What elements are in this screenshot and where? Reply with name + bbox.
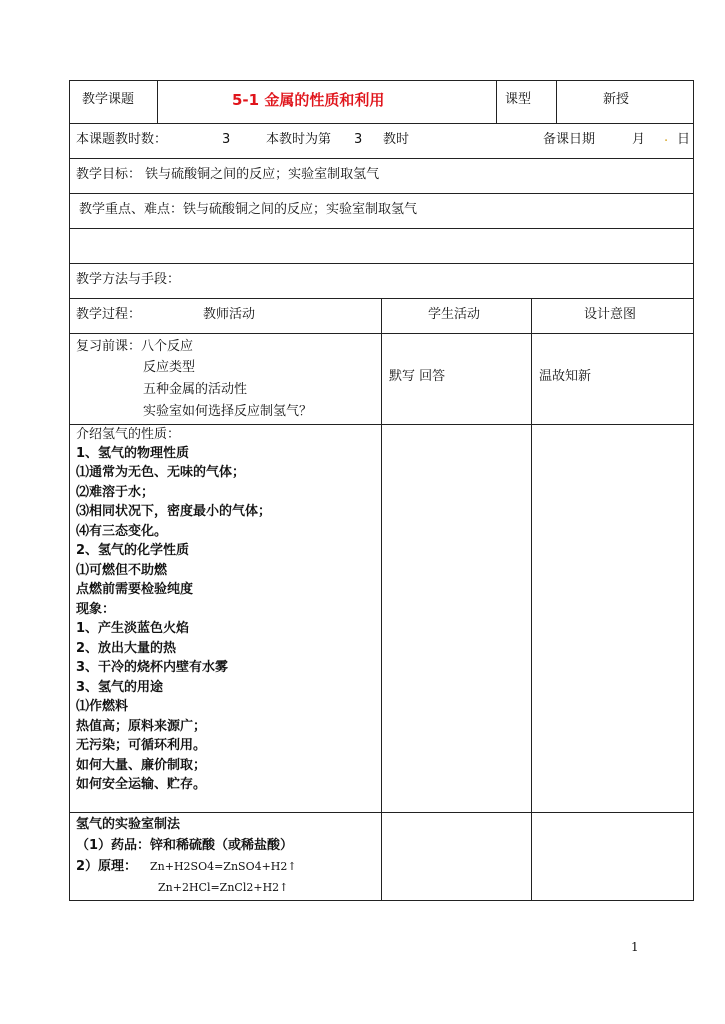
property-line: 3、氢气的用途 — [76, 680, 164, 695]
lab-reagents: （1）药品：锌和稀硫酸（或稀盐酸） — [76, 838, 294, 853]
property-line: 如何大量、廉价制取； — [76, 758, 207, 773]
lab-title: 氢气的实验室制法 — [76, 817, 181, 832]
total-periods-value: 3 — [222, 132, 231, 147]
property-line: 无污染；可循环利用。 — [76, 738, 207, 753]
property-line: ⑷有三态变化。 — [76, 524, 168, 539]
property-line: ⑴通常为无色、无味的气体； — [76, 465, 246, 480]
review-student-activity: 默写 回答 — [389, 369, 446, 384]
property-line: 如何安全运输、贮存。 — [76, 777, 207, 792]
lab-principle-label: 2）原理： — [76, 859, 138, 874]
design-intent-header: 设计意图 — [584, 307, 637, 322]
property-line: 1、氢气的物理性质 — [76, 446, 190, 461]
col-divider — [556, 80, 557, 123]
total-periods-label: 本课题教时数： — [76, 132, 168, 147]
col-divider — [496, 80, 497, 123]
property-line: ⑴作燃料 — [76, 699, 129, 714]
review-line: 复习前课：八个反应 — [76, 339, 194, 354]
topic-label: 教学课题 — [82, 92, 135, 107]
type-value: 新授 — [603, 92, 630, 107]
row-divider — [69, 123, 694, 124]
process-label: 教学过程： — [76, 307, 142, 322]
row-divider — [69, 228, 694, 229]
topic-title: 5-1 金属的性质和利用 — [232, 91, 385, 109]
property-line: 1、产生淡蓝色火焰 — [76, 621, 190, 636]
teaching-key-points: 教学重点、难点：铁与硫酸铜之间的反应；实验室制取氢气 — [79, 202, 418, 217]
col-divider — [157, 80, 158, 123]
property-line: 现象： — [76, 602, 116, 617]
row-divider — [69, 193, 694, 194]
current-period-value: 3 — [354, 132, 363, 147]
row-divider — [69, 158, 694, 159]
type-label: 课型 — [505, 92, 532, 107]
teaching-objective: 教学目标： 铁与硫酸铜之间的反应；实验室制取氢气 — [76, 167, 380, 182]
property-line: 3、干冷的烧杯内壁有水雾 — [76, 660, 229, 675]
month-label: 月 — [632, 132, 646, 147]
property-line: 热值高；原料来源广； — [76, 719, 207, 734]
student-activity-header: 学生活动 — [428, 307, 481, 322]
review-line: 实验室如何选择反应制氢气？ — [143, 404, 313, 419]
property-line: 点燃前需要检验纯度 — [76, 582, 194, 597]
lab-equation-1: Zn+H2SO4=ZnSO4+H2↑ — [150, 860, 297, 873]
property-line: ⑶相同状况下，密度最小的气体； — [76, 504, 272, 519]
decorative-dot: . — [664, 130, 669, 145]
col-divider — [531, 298, 532, 901]
lab-equation-2: Zn+2HCl=ZnCl2+H2↑ — [158, 881, 289, 894]
property-line: ⑵难溶于水； — [76, 485, 155, 500]
page-number: 1 — [631, 940, 639, 954]
col-divider — [381, 298, 382, 901]
property-line: 2、氢气的化学性质 — [76, 543, 190, 558]
review-line: 反应类型 — [143, 360, 196, 375]
current-period-label: 本教时为第 — [266, 132, 332, 147]
teacher-activity-header: 教师活动 — [203, 307, 256, 322]
review-design-intent: 温故知新 — [539, 369, 592, 384]
day-label: 日 — [677, 132, 691, 147]
property-line: 2、放出大量的热 — [76, 641, 177, 656]
prep-date-label: 备课日期 — [543, 132, 596, 147]
review-line: 五种金属的活动性 — [143, 382, 248, 397]
teaching-method: 教学方法与手段： — [76, 272, 181, 287]
current-period-suffix: 教时 — [383, 132, 410, 147]
properties-intro: 介绍氢气的性质： — [76, 427, 181, 442]
row-divider — [69, 263, 694, 264]
property-line: ⑴可燃但不助燃 — [76, 563, 168, 578]
